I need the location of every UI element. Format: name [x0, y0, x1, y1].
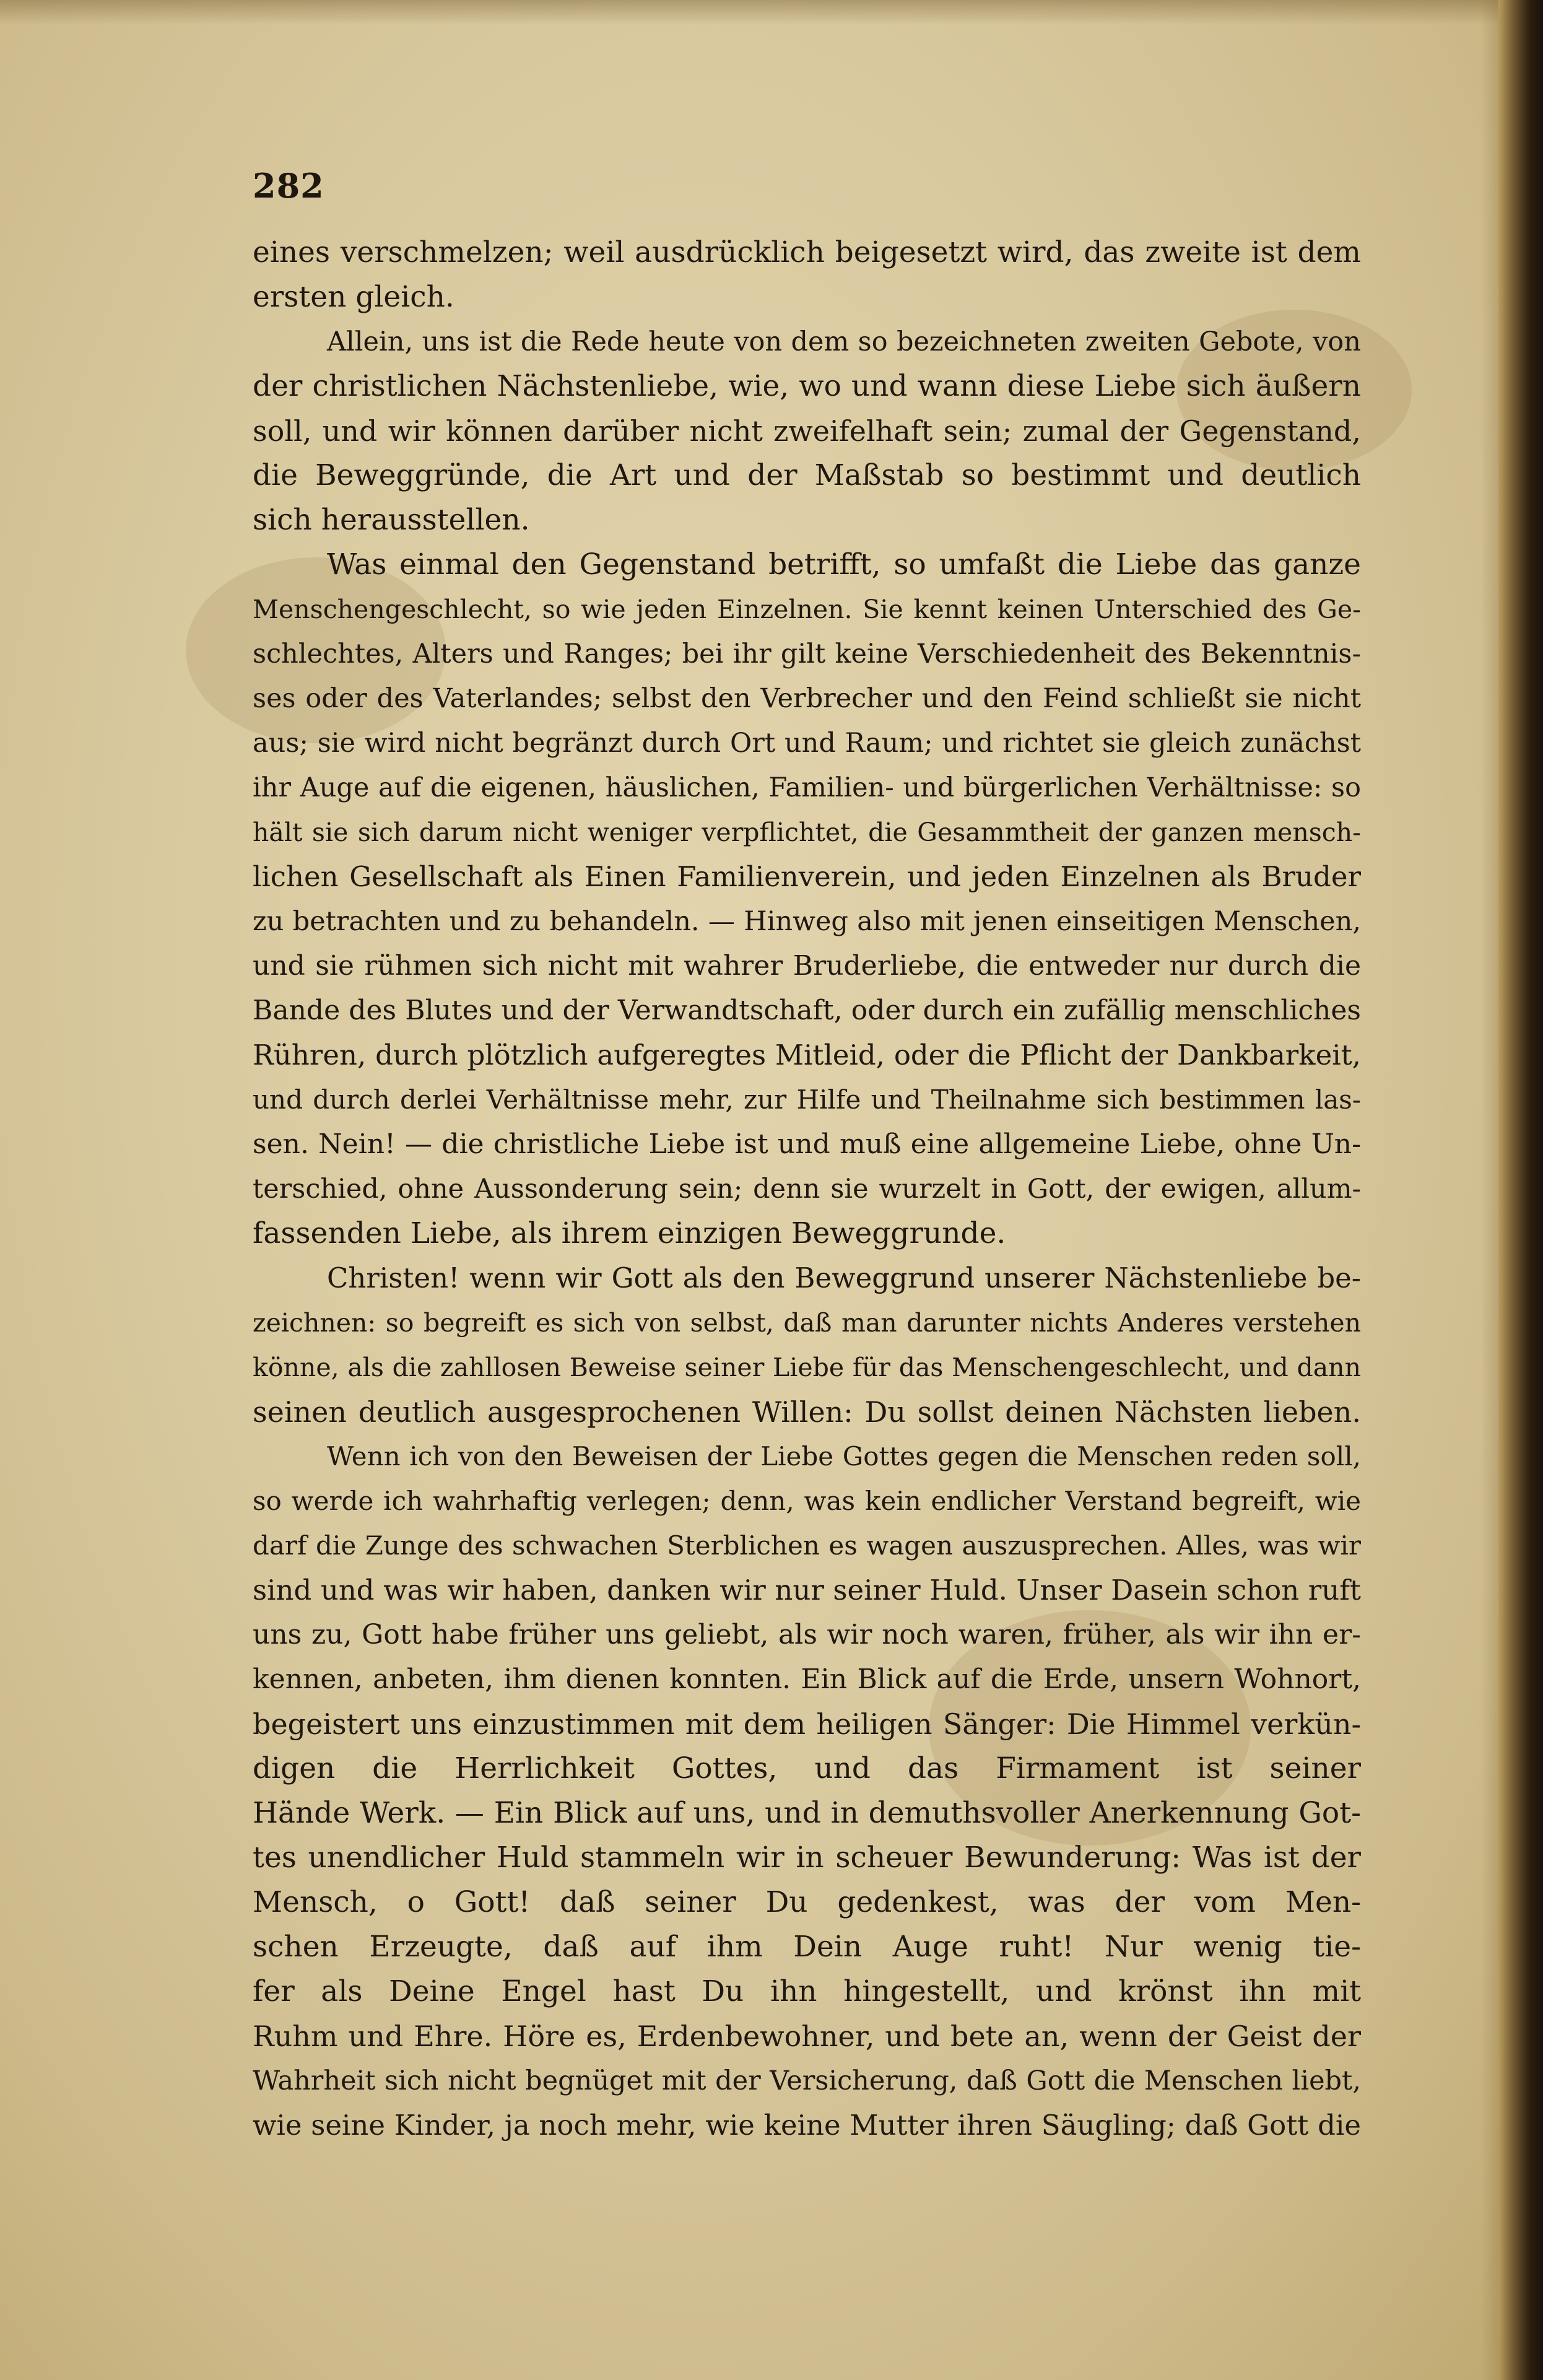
text-line: zu betrachten und zu behandeln. — Hinweg also mit jenen einseitigen Menschen,	[253, 906, 1361, 937]
text-line: zeichnen: so begreift es sich von selbst, daß man darunter nichts Anderes verstehen	[253, 1308, 1361, 1338]
text-line: Was einmal den Gegenstand betrifft, so umfaßt die Liebe das ganze	[327, 547, 1361, 582]
page-top-shadow	[0, 0, 1543, 25]
text-line: fer als Deine Engel hast Du ihn hingestellt, und krönst ihn mit	[253, 1974, 1361, 2008]
text-line: sen. Nein! — die christliche Liebe ist und muß eine allgemeine Liebe, ohne Un-	[253, 1128, 1361, 1160]
text-line: kennen, anbeten, ihm dienen konnten. Ein Blick auf die Erde, unsern Wohnort,	[253, 1663, 1361, 1695]
text-line: Wenn ich von den Beweisen der Liebe Gottes gegen die Menschen reden soll,	[327, 1441, 1361, 1471]
text-line: uns zu, Gott habe früher uns geliebt, als wir noch waren, früher, als wir ihn er-	[253, 1619, 1361, 1650]
text-line: Bande des Blutes und der Verwandtschaft, oder durch ein zufällig menschliches	[253, 995, 1361, 1026]
text-line: so werde ich wahrhaftig verlegen; denn, was kein endlicher Verstand begreift, wie	[253, 1486, 1361, 1516]
text-line: und durch derlei Verhältnisse mehr, zur Hilfe und Theilnahme sich bestimmen las-	[253, 1084, 1361, 1115]
text-line: Wahrheit sich nicht begnüget mit der Versicherung, daß Gott die Menschen liebt,	[253, 2065, 1361, 2096]
text-line: terschied, ohne Aussonderung sein; denn sie wurzelt in Gott, der ewigen, allum-	[253, 1174, 1361, 1205]
book-spine-edge	[1498, 0, 1543, 2380]
text-line: darf die Zunge des schwachen Sterblichen es wagen auszusprechen. Alles, was wir	[253, 1530, 1361, 1561]
text-line: wie seine Kinder, ja noch mehr, wie keine Mutter ihren Säugling; daß Gott die	[253, 2109, 1361, 2142]
text-line: Christen! wenn wir Gott als den Beweggrund unserer Nächstenliebe be-	[327, 1262, 1361, 1294]
text-line: Rühren, durch plötzlich aufgeregtes Mitleid, oder die Pflicht der Dankbarkeit,	[253, 1039, 1361, 1071]
text-line: eines verschmelzen; weil ausdrücklich beigesetzt wird, das zweite ist dem	[253, 235, 1361, 269]
text-line: schen Erzeugte, daß auf ihm Dein Auge ruht! Nur wenig tie-	[253, 1930, 1361, 1964]
text-line: ihr Auge auf die eigenen, häuslichen, Familien- und bürgerlichen Verhältnisse: so	[253, 772, 1361, 803]
text-line: könne, als die zahllosen Beweise seiner Liebe für das Menschengeschlecht, und dann	[253, 1353, 1361, 1382]
text-line: begeistert uns einzustimmen mit dem heiligen Sänger: Die Himmel verkün-	[253, 1707, 1361, 1741]
text-line: digen die Herrlichkeit Gottes, und das Firmament ist seiner	[253, 1751, 1361, 1785]
text-line: fassenden Liebe, als ihrem einzigen Beweggrunde.	[253, 1216, 1006, 1250]
text-line: Allein, uns ist die Rede heute von dem so bezeichneten zweiten Gebote, von	[327, 326, 1361, 357]
body-text	[253, 230, 1361, 2148]
text-line: seinen deutlich ausgesprochenen Willen: Du sollst deinen Nächsten lieben.	[253, 1395, 1361, 1429]
text-line: Menschengeschlecht, so wie jeden Einzelnen. Sie kennt keinen Unterschied des Ge-	[253, 595, 1361, 624]
text-line: Hände Werk. — Ein Blick auf uns, und in demuthsvoller Anerkennung Got-	[253, 1796, 1361, 1830]
text-line: Ruhm und Ehre. Höre es, Erdenbewohner, und bete an, wenn der Geist der	[253, 2020, 1361, 2053]
text-line: ses oder des Vaterlandes; selbst den Verbrecher und den Feind schließt sie nicht	[253, 683, 1361, 714]
text-line: soll, und wir können darüber nicht zweifelhaft sein; zumal der Gegenstand,	[253, 414, 1361, 448]
text-line: aus; sie wird nicht begränzt durch Ort und Raum; und richtet sie gleich zunächst	[253, 728, 1361, 759]
text-line: tes unendlicher Huld stammeln wir in scheuer Bewunderung: Was ist der	[253, 1841, 1361, 1875]
page-number: 282	[253, 166, 324, 206]
text-line: die Beweggründe, die Art und der Maßstab so bestimmt und deutlich	[253, 458, 1361, 492]
text-line: und sie rühmen sich nicht mit wahrer Bruderliebe, die entweder nur durch die	[253, 950, 1361, 982]
text-line: sind und was wir haben, danken wir nur seiner Huld. Unser Dasein schon ruft	[253, 1574, 1361, 1606]
text-line: sich herausstellen.	[253, 503, 530, 537]
text-line: lichen Gesellschaft als Einen Familienverein, und jeden Einzelnen als Bruder	[253, 860, 1361, 893]
text-line: ersten gleich.	[253, 280, 454, 314]
text-line: hält sie sich darum nicht weniger verpflichtet, die Gesammtheit der ganzen mensch-	[253, 817, 1361, 847]
text-line: schlechtes, Alters und Ranges; bei ihr gilt keine Verschiedenheit des Bekenntnis-	[253, 639, 1361, 669]
text-line: der christlichen Nächstenliebe, wie, wo und wann diese Liebe sich äußern	[253, 369, 1361, 403]
gutter-shadow	[1481, 0, 1500, 2380]
text-line: Mensch, o Gott! daß seiner Du gedenkest, was der vom Men-	[253, 1885, 1361, 1919]
